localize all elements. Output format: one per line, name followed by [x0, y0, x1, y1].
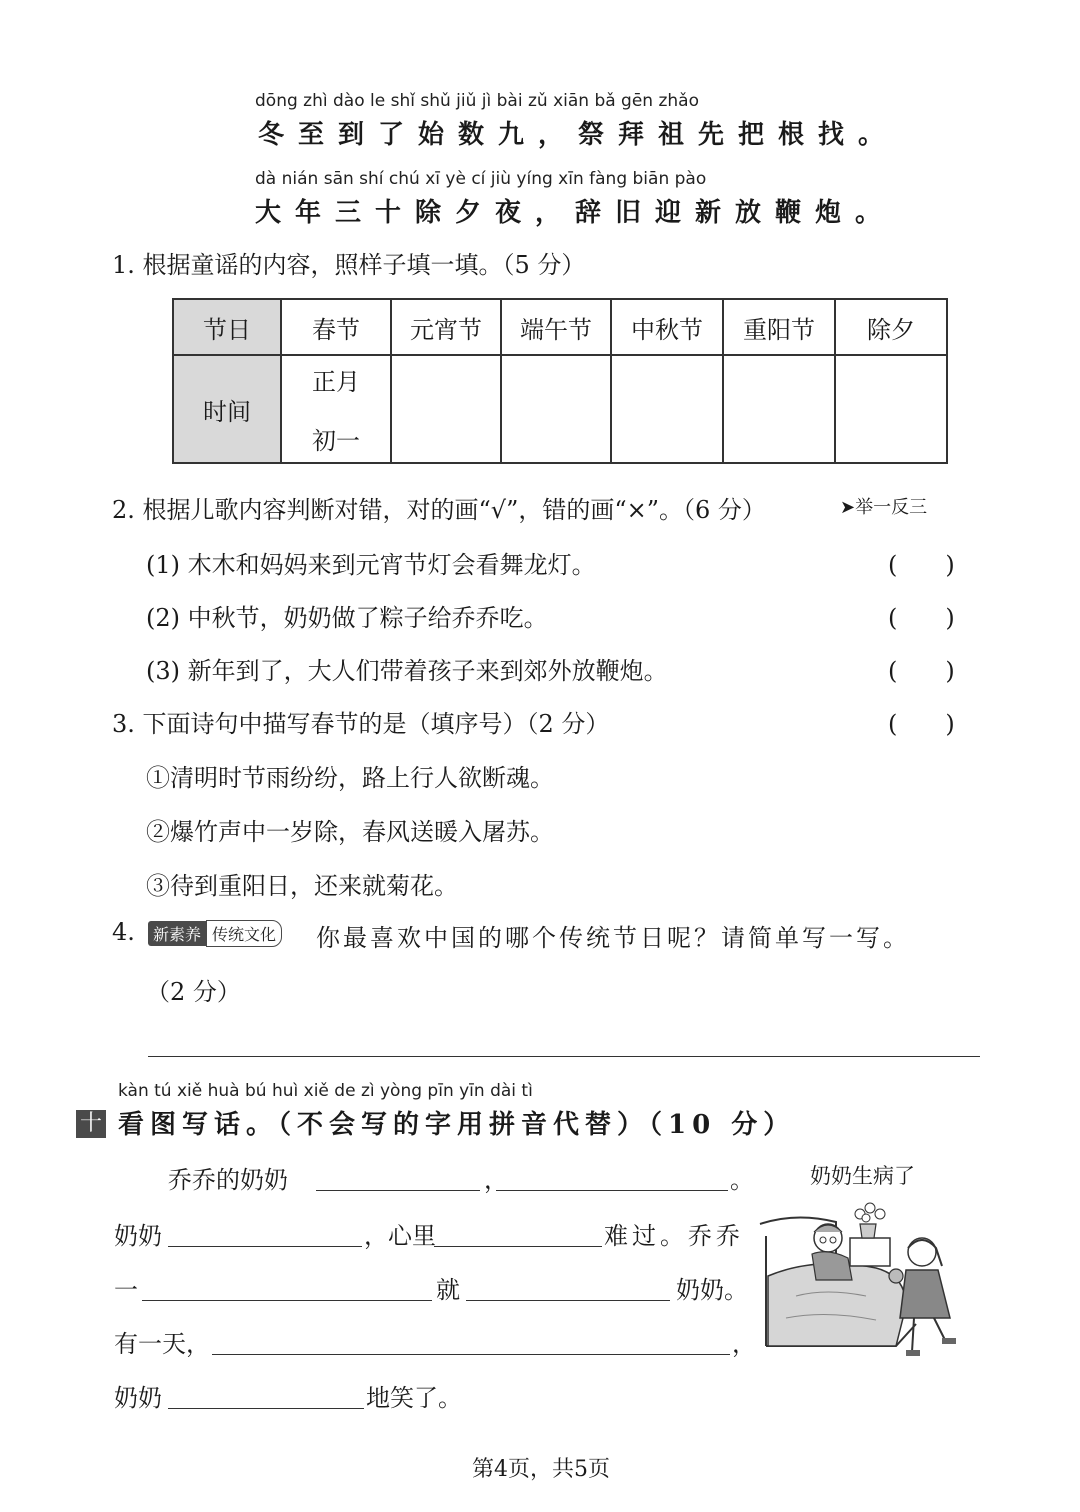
- writing-blank[interactable]: [316, 1190, 480, 1191]
- writing-text: 就: [436, 1276, 460, 1304]
- apple: [889, 1269, 903, 1283]
- q2-tag: ➤举一反三: [840, 497, 928, 518]
- section10-title: 看图写话。（不会写的字用拼音代替）（10 分）: [118, 1110, 796, 1140]
- writing-text: ，: [484, 1166, 508, 1194]
- girl-dress: [900, 1270, 950, 1318]
- tag-new-literacy: 新素养: [148, 921, 206, 946]
- q2-item-2: (2) 中秋节，奶奶做了粽子给乔乔吃。: [146, 604, 548, 632]
- q3-option-3: ③待到重阳日，还来就菊花。: [146, 872, 458, 900]
- answer-cell[interactable]: [501, 355, 611, 463]
- q3-title: 3. 下面诗句中描写春节的是（填序号）（2 分）: [112, 710, 610, 738]
- q4-text: 你最喜欢中国的哪个传统节日呢？请简单写一写。: [316, 924, 910, 952]
- writing-blank[interactable]: [212, 1354, 730, 1355]
- q2-title: 2. 根据儿歌内容判断对错，对的画“√”，错的画“×”。（6 分）: [112, 496, 766, 524]
- q4-tags: [148, 920, 282, 947]
- writing-text: 一: [114, 1276, 138, 1304]
- q3-option-2: ②爆竹声中一岁除，春风送暖入屠苏。: [146, 818, 554, 846]
- page-footer: 第4页，共5页: [472, 1457, 610, 1482]
- festival-cell: 中秋节: [611, 299, 723, 355]
- answer-cell[interactable]: [835, 355, 947, 463]
- writing-blank[interactable]: [496, 1190, 728, 1191]
- writing-text: 奶奶: [114, 1384, 162, 1412]
- grandma-body: [812, 1252, 852, 1280]
- table-row-label: 时间: [173, 355, 281, 463]
- section10-pinyin: kàn tú xiě huà bú huì xiě de zì yòng pīn yīn dài tì: [118, 1081, 533, 1101]
- q4-number: 4.: [112, 918, 135, 946]
- answer-cell[interactable]: [611, 355, 723, 463]
- flower-vase: [860, 1224, 876, 1238]
- festival-cell: 除夕: [835, 299, 947, 355]
- writing-text: 有一天，: [114, 1330, 210, 1358]
- example-time-line1: 正月: [312, 368, 360, 396]
- writing-text: 地笑了。: [366, 1384, 462, 1412]
- writing-text: 。: [730, 1166, 754, 1194]
- picture-caption: 奶奶生病了: [810, 1164, 915, 1188]
- festival-cell: 端午节: [501, 299, 611, 355]
- q4-answer-line[interactable]: [148, 1056, 980, 1057]
- rhyme-line1-pinyin: dōng zhì dào le shǐ shǔ jiǔ jì bài zǔ xiān bǎ gēn zhǎo: [255, 91, 700, 111]
- writing-text: 奶奶。: [676, 1276, 748, 1304]
- q3-option-1: ①清明时节雨纷纷，路上行人欲断魂。: [146, 764, 554, 792]
- q4-score: （2 分）: [146, 978, 241, 1006]
- writing-text: ，: [732, 1330, 756, 1358]
- table-header-label: 节日: [173, 299, 281, 355]
- section10-badge: 十: [76, 1110, 106, 1138]
- rhyme-line1: 冬至到了始数九，祭拜祖先把根找。: [258, 120, 899, 150]
- writing-text: 奶奶: [114, 1222, 162, 1250]
- rhyme-line2-pinyin: dà nián sān shí chú xī yè cí jiù yíng xīn fàng biān pào: [255, 169, 707, 189]
- nightstand: [850, 1238, 890, 1266]
- writing-blank[interactable]: [168, 1408, 364, 1409]
- q2-item-1: (1) 木木和妈妈来到元宵节灯会看舞龙灯。: [146, 551, 596, 579]
- festival-table: [172, 298, 948, 464]
- festival-cell: 元宵节: [391, 299, 501, 355]
- writing-blank[interactable]: [466, 1300, 670, 1301]
- q1-title: 1. 根据童谣的内容，照样子填一填。（5 分）: [112, 251, 586, 279]
- rhyme-line2: 大年三十除夕夜，辞旧迎新放鞭炮。: [255, 198, 896, 228]
- festival-cell: 重阳节: [723, 299, 835, 355]
- answer-cell[interactable]: [723, 355, 835, 463]
- q2-item-3: (3) 新年到了，大人们带着孩子来到郊外放鞭炮。: [146, 657, 668, 685]
- writing-blank[interactable]: [142, 1300, 432, 1301]
- answer-paren[interactable]: ( ): [888, 604, 955, 632]
- tag-traditional-culture: 传统文化: [206, 920, 282, 947]
- answer-cell[interactable]: [391, 355, 501, 463]
- answer-paren[interactable]: ( ): [888, 657, 955, 685]
- example-time-line2: 初一: [312, 427, 360, 455]
- writing-text: ，心里: [364, 1222, 436, 1250]
- sick-grandma-illustration: [756, 1196, 988, 1366]
- answer-paren[interactable]: ( ): [888, 710, 955, 738]
- festival-cell: 春节: [281, 299, 391, 355]
- writing-blank[interactable]: [168, 1246, 362, 1247]
- girl-head: [908, 1238, 936, 1266]
- writing-text: 难过。乔乔: [604, 1222, 744, 1250]
- answer-paren[interactable]: ( ): [888, 551, 955, 579]
- writing-text: 乔乔的奶奶: [168, 1166, 288, 1194]
- writing-blank[interactable]: [434, 1246, 602, 1247]
- example-time-cell: [281, 355, 391, 463]
